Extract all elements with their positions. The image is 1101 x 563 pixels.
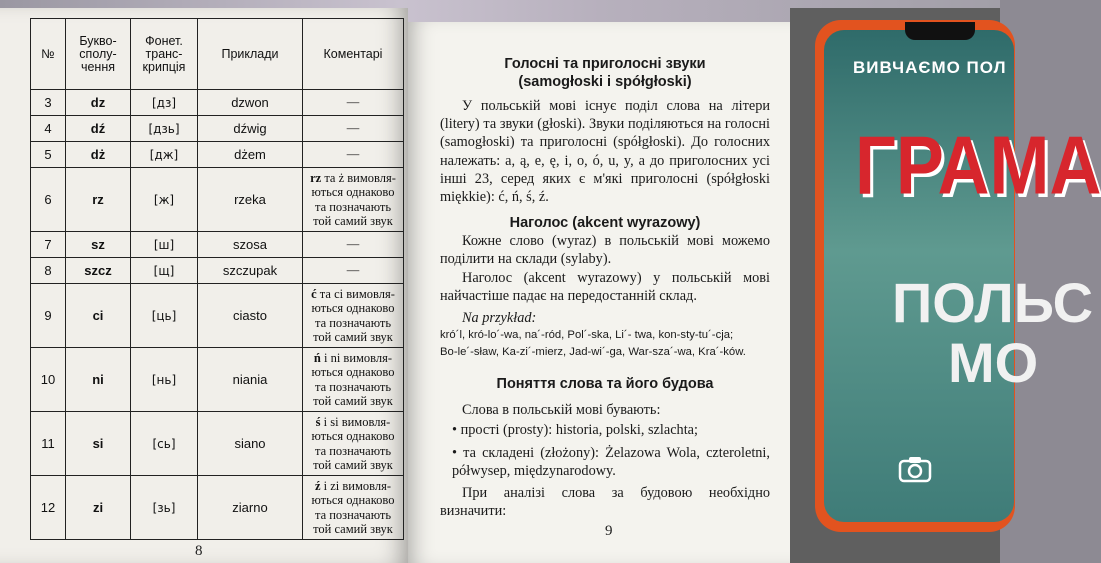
cover-line-4: МО	[948, 331, 1039, 394]
paragraph-syllables: Кожне слово (wyraz) в польській мові можемо поділити на склади (sylaby).	[440, 233, 770, 268]
bullet-simple: • прості (prosty): historia, polski, szlachta;	[452, 422, 698, 439]
bullet-simple-text: прості (prosty): historia, polski, szlachta;	[460, 422, 698, 439]
heading-word-structure: Поняття слова та його будова	[496, 376, 714, 393]
row-comment: —	[303, 142, 404, 168]
comment-bold-letter: ń	[313, 350, 321, 365]
paragraph-word-types: Слова в польській мові бувають:	[462, 402, 661, 419]
row-example: ziarno	[198, 476, 303, 540]
row-comment	[303, 284, 404, 348]
row-letters: dż	[66, 142, 131, 168]
row-phonetic: [дзь]	[131, 116, 198, 142]
comment-text: та ż вимовля-ються однаково та позначають той самий звук	[311, 170, 396, 228]
header-comments: Коментарі	[303, 19, 404, 90]
row-letters: zi	[66, 476, 131, 540]
heading-vowels-consonants: Голосні та приголосні звуки	[504, 56, 706, 72]
row-number: 4	[31, 116, 66, 142]
row-phonetic: [ж]	[131, 168, 198, 232]
row-comment: —	[303, 258, 404, 284]
comment-text: та ci вимовля-ються однаково та позначають той самий звук	[311, 286, 395, 344]
row-example: szosa	[198, 232, 303, 258]
row-phonetic: [дз]	[131, 90, 198, 116]
row-letters: si	[66, 412, 131, 476]
bullet-compound: • та складені (złożony): Żelazowa Wola, czteroletni, półwysep, międzynarodowy.	[452, 444, 770, 479]
table-row	[31, 348, 404, 412]
row-number: 6	[31, 168, 66, 232]
row-number: 12	[31, 476, 66, 540]
row-letters: sz	[66, 232, 131, 258]
cover-line-1: ВИВЧАЄМО ПОЛ	[853, 58, 1007, 77]
row-letters: dź	[66, 116, 131, 142]
row-number: 11	[31, 412, 66, 476]
phone-notch	[905, 22, 975, 40]
table-row	[31, 412, 404, 476]
header-letters: Букво- сполу- чення	[66, 19, 131, 90]
row-letters: ni	[66, 348, 131, 412]
table-row	[31, 168, 404, 232]
paragraph-analysis: При аналізі слова за будовою необхідно визначити:	[440, 485, 770, 520]
table-row	[31, 142, 404, 168]
table-row	[31, 90, 404, 116]
row-example: ciasto	[198, 284, 303, 348]
heading-vowels-consonants-polish: (samogłoski i spółgłoski)	[518, 74, 692, 90]
row-comment	[303, 348, 404, 412]
row-comment	[303, 476, 404, 540]
row-phonetic: [ць]	[131, 284, 198, 348]
heading-stress: Наголос (akcent wyrazowy)	[509, 215, 701, 232]
row-phonetic: [дж]	[131, 142, 198, 168]
row-example: siano	[198, 412, 303, 476]
table-row	[31, 476, 404, 540]
table-row	[31, 116, 404, 142]
table-row	[31, 284, 404, 348]
comment-bold-letter: ź	[314, 478, 321, 493]
row-phonetic: [сь]	[131, 412, 198, 476]
row-comment	[303, 412, 404, 476]
row-number: 9	[31, 284, 66, 348]
row-phonetic: [зь]	[131, 476, 198, 540]
right-page-number: 9	[605, 523, 613, 539]
comment-text: і ni вимовля-ються однаково та позначають той самий звук	[311, 350, 395, 408]
row-letters: rz	[66, 168, 131, 232]
row-comment	[303, 168, 404, 232]
left-page-number: 8	[195, 543, 203, 559]
example-line-2: Bo-le´-sław, Ka-zi´-mierz, Jad-wi´-ga, War-sza´-wa, Kra´-ków.	[440, 346, 746, 359]
example-label: Na przykład:	[462, 310, 537, 327]
letter-combinations-table	[30, 18, 404, 540]
right-page-content	[440, 55, 770, 520]
bullet-compound-text: та складені (złożony): Żelazowa Wola, czteroletni, półwysep, międzynarodowy.	[452, 444, 770, 479]
camera-icon	[898, 455, 932, 483]
row-example: niania	[198, 348, 303, 412]
paragraph-vowels: У польській мові існує поділ слова на літери (litery) та звуки (głoski). Звуки поділяються на голосні (samogłoski) та приголосні (spółgłoski). До голосних належать: a, ą, e, ę, i, o, ó, u, y, а до приголосних усі інші 23, серед яких є м'які приголосні (spółgłoski miękkie): ć, ń, ś, ź.	[440, 98, 770, 206]
row-phonetic: [нь]	[131, 348, 198, 412]
row-example: dźwig	[198, 116, 303, 142]
table-row	[31, 232, 404, 258]
example-line-1: kró´l, kró-lo´-wa, na´-ród, Pol´-ska, Li´- twa, kon-sty-tu´-cja;	[440, 329, 734, 342]
left-page	[0, 8, 408, 563]
header-number: №	[31, 19, 66, 90]
row-number: 5	[31, 142, 66, 168]
header-phonetic: Фонет. транс- крипція	[131, 19, 198, 90]
row-example: dzwon	[198, 90, 303, 116]
row-phonetic: [ш]	[131, 232, 198, 258]
cover-line-2: ГРАМА	[855, 120, 1101, 212]
row-number: 3	[31, 90, 66, 116]
header-examples: Приклади	[198, 19, 303, 90]
table-row	[31, 258, 404, 284]
comment-text: і si вимовля-ються однаково та позначають той самий звук	[311, 414, 395, 472]
comment-bold-letter: ć	[311, 286, 317, 301]
table-header-row	[31, 19, 404, 90]
row-number: 10	[31, 348, 66, 412]
row-number: 7	[31, 232, 66, 258]
row-letters: ci	[66, 284, 131, 348]
comment-text: і zi вимовля-ються однаково та позначають той самий звук	[311, 478, 395, 536]
row-example: szczupak	[198, 258, 303, 284]
row-example: dżem	[198, 142, 303, 168]
row-comment: —	[303, 232, 404, 258]
row-letters: szcz	[66, 258, 131, 284]
row-phonetic: [щ]	[131, 258, 198, 284]
cover-line-3: ПОЛЬС	[892, 271, 1094, 334]
comment-bold-letter: rz	[310, 170, 322, 185]
comment-bold-letter: ś	[315, 414, 321, 429]
row-number: 8	[31, 258, 66, 284]
row-comment: —	[303, 90, 404, 116]
row-comment: —	[303, 116, 404, 142]
paragraph-stress: Наголос (akcent wyrazowy) у польській мові найчастіше падає на передостанній склад.	[440, 269, 770, 304]
row-example: rzeka	[198, 168, 303, 232]
row-letters: dz	[66, 90, 131, 116]
